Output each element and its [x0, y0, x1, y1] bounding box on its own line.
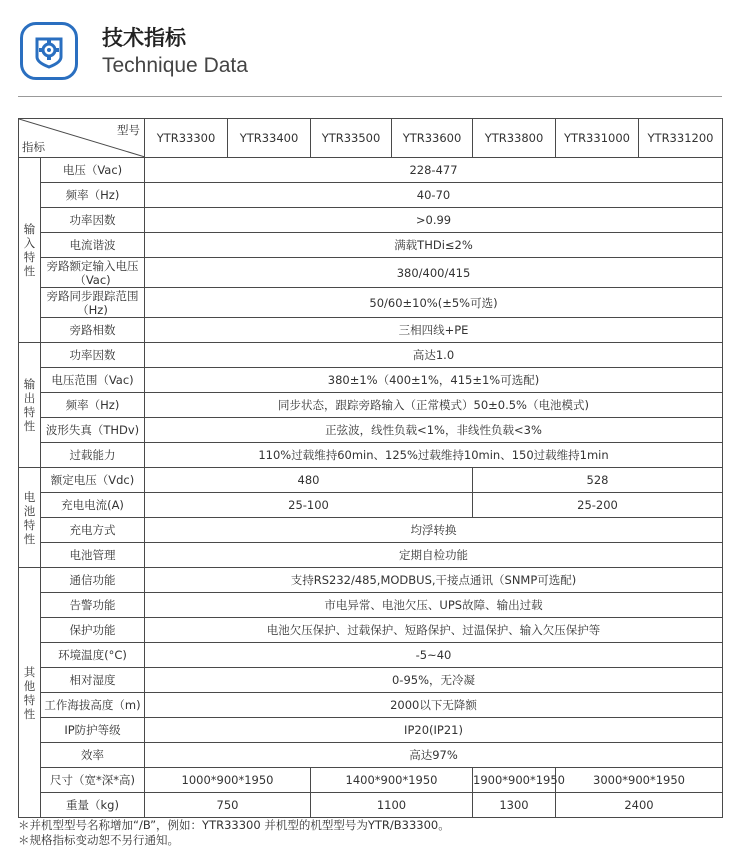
table-row — [19, 233, 723, 258]
row-value: 0-95%，无冷凝 — [145, 668, 723, 693]
row-value: -5~40 — [145, 643, 723, 668]
corner-cell — [19, 119, 145, 158]
row-label: 告警功能 — [41, 593, 145, 618]
row-label: 充电方式 — [41, 518, 145, 543]
table-row — [19, 393, 723, 418]
row-label: 波形失真（THDv) — [41, 418, 145, 443]
table-row — [19, 368, 723, 393]
model-header: YTR33400 — [228, 119, 311, 158]
model-header: YTR33300 — [145, 119, 228, 158]
table-row — [19, 158, 723, 183]
row-value: 1900*900*1950 — [473, 768, 556, 793]
category-input: 输入特性 — [19, 158, 41, 343]
table-row — [19, 543, 723, 568]
table-row — [19, 693, 723, 718]
row-label: 电压范围（Vac) — [41, 368, 145, 393]
row-value: 25-200 — [473, 493, 723, 518]
table-row — [19, 643, 723, 668]
table-row — [19, 768, 723, 793]
row-value: 1300 — [473, 793, 556, 818]
row-value: 高达1.0 — [145, 343, 723, 368]
row-value: 380/400/415 — [145, 258, 723, 288]
row-value: 1400*900*1950 — [311, 768, 473, 793]
row-value: 市电异常、电池欠压、UPS故障、输出过载 — [145, 593, 723, 618]
row-value: 三相四线+PE — [145, 318, 723, 343]
row-value: 110%过载维持60min、125%过载维持10min、150过载维持1min — [145, 443, 723, 468]
table-row — [19, 518, 723, 543]
row-label: 效率 — [41, 743, 145, 768]
category-other: 其他特性 — [19, 568, 41, 818]
table-row — [19, 443, 723, 468]
corner-spec-label: 指标 — [22, 140, 45, 154]
row-value: 228-477 — [145, 158, 723, 183]
row-value: 满载THDi≤2% — [145, 233, 723, 258]
header-row — [19, 119, 723, 158]
row-label: 频率（Hz) — [41, 393, 145, 418]
row-label: 通信功能 — [41, 568, 145, 593]
row-value: 380±1%（400±1%，415±1%可选配) — [145, 368, 723, 393]
row-value: 25-100 — [145, 493, 473, 518]
model-header: YTR33800 — [473, 119, 556, 158]
row-value: 2400 — [556, 793, 723, 818]
row-label: 旁路额定输入电压（Vac) — [41, 258, 145, 288]
model-header: YTR331000 — [556, 119, 639, 158]
table-row — [19, 493, 723, 518]
page-subtitle: Technique Data — [102, 54, 248, 77]
row-label: 充电电流(A) — [41, 493, 145, 518]
row-label: 保护功能 — [41, 618, 145, 643]
row-value: >0.99 — [145, 208, 723, 233]
spec-table — [18, 118, 723, 818]
row-value: 50/60±10%(±5%可选) — [145, 288, 723, 318]
row-value: IP20(IP21) — [145, 718, 723, 743]
row-value: 480 — [145, 468, 473, 493]
row-label: 旁路同步跟踪范围（Hz) — [41, 288, 145, 318]
row-label: 电池管理 — [41, 543, 145, 568]
row-value: 528 — [473, 468, 723, 493]
page-title: 技术指标 — [102, 26, 186, 50]
row-value: 3000*900*1950 — [556, 768, 723, 793]
row-label: 电流谐波 — [41, 233, 145, 258]
table-row — [19, 418, 723, 443]
row-label: 旁路相数 — [41, 318, 145, 343]
table-row — [19, 183, 723, 208]
row-label: 重量（kg) — [41, 793, 145, 818]
table-row — [19, 668, 723, 693]
row-value: 电池欠压保护、过载保护、短路保护、过温保护、输入欠压保护等 — [145, 618, 723, 643]
table-row — [19, 468, 723, 493]
footnotes — [18, 818, 450, 848]
table-row — [19, 318, 723, 343]
row-label: 过载能力 — [41, 443, 145, 468]
row-label: IP防护等级 — [41, 718, 145, 743]
category-battery: 电池特性 — [19, 468, 41, 568]
table-row — [19, 568, 723, 593]
row-label: 功率因数 — [41, 208, 145, 233]
row-value: 定期自检功能 — [145, 543, 723, 568]
table-row — [19, 793, 723, 818]
corner-model-label: 型号 — [117, 123, 140, 137]
row-value: 2000以下无降额 — [145, 693, 723, 718]
row-value: 高达97% — [145, 743, 723, 768]
row-label: 额定电压（Vdc) — [41, 468, 145, 493]
table-row — [19, 718, 723, 743]
row-value: 同步状态，跟踪旁路输入（正常模式）50±0.5%（电池模式) — [145, 393, 723, 418]
row-value: 1000*900*1950 — [145, 768, 311, 793]
footnote: ＊规格指标变动恕不另行通知。 — [18, 833, 179, 847]
row-value: 正弦波，线性负载<1%，非线性负载<3% — [145, 418, 723, 443]
table-row — [19, 208, 723, 233]
row-value: 支持RS232/485,MODBUS,干接点通讯（SNMP可选配) — [145, 568, 723, 593]
table-row — [19, 618, 723, 643]
model-header: YTR33500 — [311, 119, 392, 158]
model-header: YTR33600 — [392, 119, 473, 158]
row-label: 工作海拔高度（m) — [41, 693, 145, 718]
page-header — [18, 18, 722, 82]
header-divider — [18, 96, 722, 97]
table-row — [19, 743, 723, 768]
row-value: 750 — [145, 793, 311, 818]
table-row — [19, 593, 723, 618]
row-label: 频率（Hz) — [41, 183, 145, 208]
row-label: 电压（Vac) — [41, 158, 145, 183]
table-row — [19, 288, 723, 318]
row-value: 40-70 — [145, 183, 723, 208]
row-label: 相对湿度 — [41, 668, 145, 693]
model-header: YTR331200 — [639, 119, 723, 158]
row-label: 环境温度(°C) — [41, 643, 145, 668]
table-row — [19, 258, 723, 288]
row-label: 尺寸（宽*深*高) — [41, 768, 145, 793]
gear-shield-logo-icon — [20, 22, 78, 80]
row-label: 功率因数 — [41, 343, 145, 368]
table-row — [19, 343, 723, 368]
category-output: 输出特性 — [19, 343, 41, 468]
row-value: 均浮转换 — [145, 518, 723, 543]
footnote: ＊并机型型号名称增加“/B”，例如：YTR33300 并机型的机型型号为YTR/B33300。 — [18, 818, 450, 832]
row-value: 1100 — [311, 793, 473, 818]
